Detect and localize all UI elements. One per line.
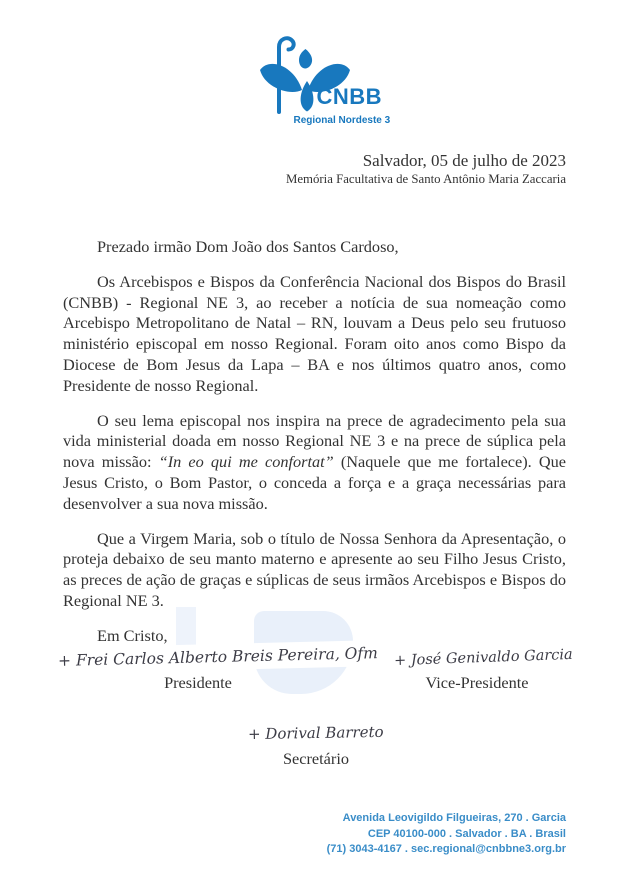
paragraph-3: Que a Virgem Maria, sob o título de Nossa Senhora da Apresentação, o proteja debaixo de seu manto materno e apresente ao seu Filho Jesus Cristo, as preces de ação de graças e súplicas de seus irmãos Arcebispos e Bispos do Regional NE 3. (63, 528, 566, 610)
vice-president-role-label: Vice-Presidente (425, 673, 529, 692)
cnbb-letterhead (257, 36, 391, 132)
cnbb-logo-region: Regional Nordeste 3 (293, 115, 391, 126)
signature-vice-president (386, 646, 573, 692)
paragraph-2 (63, 411, 566, 515)
letter-body (63, 237, 566, 661)
closing-salutation: Em Cristo, (97, 625, 168, 645)
signature-secretary (222, 720, 410, 768)
episcopal-motto: “In eo qui me confortat” (158, 452, 334, 472)
footer-address-line1: Avenida Leovigildo Filgueiras, 270 . Garcia (342, 812, 566, 824)
date-line: Salvador, 05 de julho de 2023 (362, 151, 566, 170)
paragraph-2-text: O seu lema episcopal nos inspira na prece de agradecimento pela sua vida ministerial doada em nosso Regional NE 3 e na prece de súplica pela nova missão: (63, 410, 566, 472)
paragraph-2-continuation: (Naquele que me fortalece). Que Jesus Cristo, o Bom Pastor, o conceda a força e a graça necessárias para desenvolver a sua nova missão. (63, 452, 567, 513)
footer-address-line2: CEP 40100-000 . Salvador . BA . Brasil (367, 827, 566, 840)
footer-contact-line: (71) 3043-4167 . sec.regional@cnbbne3.org.br (326, 843, 566, 855)
secretary-handwritten-signature: + Dorival Barreto (240, 719, 392, 748)
liturgical-memorial-line: Memória Facultativa de Santo Antônio Maria Zaccaria (285, 172, 566, 186)
greeting: Prezado irmão Dom João dos Santos Cardoso, (97, 237, 399, 256)
vice-president-handwritten-signature: + José Genivaldo Garcia (386, 643, 581, 674)
president-handwritten-signature: + Frei Carlos Alberto Breis Pereira, Ofm (50, 640, 386, 674)
president-role-label: Presidente (164, 673, 232, 692)
letter-footer (327, 811, 566, 858)
paragraph-1: Os Arcebispos e Bispos da Conferência Nacional dos Bispos do Brasil (CNBB) - Regional NE 3, ao receber a notícia de sua nomeação como Arcebispo Metropolitano de Natal – RN, louvam a Deus pelo seu frutuoso ministério episcopal em nosso Regional. Foram oito anos como Bispo da Diocese de Bom Jesus da Lapa – BA e nos últimos quatro anos, como Presidente de nosso Regional. (63, 271, 566, 395)
signature-president (50, 644, 379, 692)
secretary-role-label: Secretário (283, 749, 349, 768)
cnbb-logo-acronym: CNBB (316, 84, 383, 109)
dateline (286, 151, 566, 187)
